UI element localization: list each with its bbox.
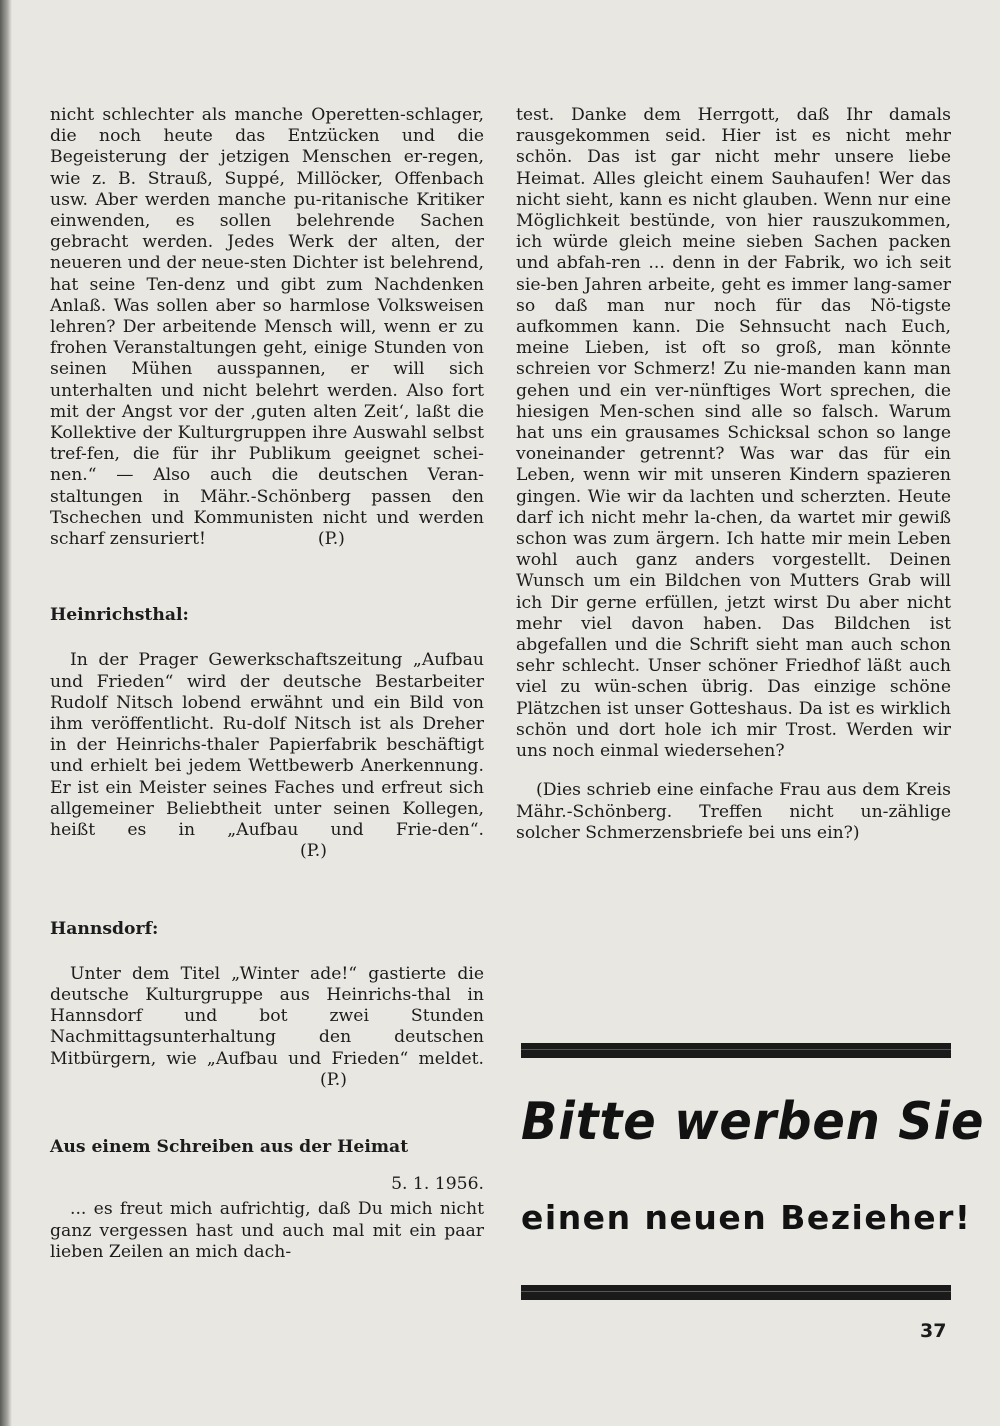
section-heading-letter: Aus einem Schreiben aus der Heimat xyxy=(50,1136,409,1157)
paragraph-text: Unter dem Titel „Winter ade!“ gastierte die deutsche Kulturgruppe aus Heinrichs-thal in Hannsdorf und bot zwei Stunden Nachmittagsunterhaltung den deutschen Mitbürgern, wie „Aufbau und Frieden“ meldet. xyxy=(50,963,484,1069)
left-column xyxy=(50,105,484,1263)
editorial-note: (Dies schrieb eine einfache Frau aus dem Kreis Mähr.-Schönberg. Treffen nicht un-zählige solcher Schmerzensbriefe bei uns ein?) xyxy=(516,780,951,843)
ad-rule-top xyxy=(521,1043,951,1058)
ad-subline: einen neuen Bezieher! xyxy=(521,1198,972,1237)
letter-date: 5. 1. 1956. xyxy=(391,1174,484,1195)
ad-slogan: Bitte werben Sie xyxy=(521,1092,985,1152)
right-column xyxy=(516,105,951,844)
paragraph-text: In der Prager Gewerkschaftszeitung „Aufbau und Frieden“ wird der deutsche Bestarbeiter Rudolf Nitsch lobend erwähnt und ein Bild von ihm veröffentlicht. Ru-dolf Nitsch ist als Dreher in der Heinrichs-thaler Papierfabrik beschäftigt und erhielt bei jedem Wettbewerb Anerkennung. Er ist ein Meister seines Faches und erfreut sich allgemeiner Beliebtheit unter seinen Kollegen, heißt es in „Aufbau und Frie-den“. xyxy=(50,650,484,841)
letter-paragraph-start: ... es freut mich aufrichtig, daß Du mich nicht ganz vergessen hast und auch mal mit ein paar lieben Zeilen an mich dach- xyxy=(50,1199,484,1262)
article-paragraph-heinrichsthal xyxy=(50,650,484,862)
author-initial: (P.) xyxy=(317,529,345,550)
author-initial: (P.) xyxy=(320,1069,347,1090)
section-heading-heinrichsthal: Heinrichsthal: xyxy=(50,605,189,626)
letter-paragraph-continued: test. Danke dem Herrgott, daß Ihr damals rausgekommen seid. Hier ist es nicht mehr schön. Das ist gar nicht mehr unsere liebe Heimat. Alles gleicht einem Sauhaufen! Wer das nicht sieht, kann es nicht glauben. Wenn nur eine Möglichkeit bestünde, von hier rauszukommen, ich würde gleich meine sieben Sachen packen und abfah-ren ... denn in der Fabrik, wo ich seit sie-ben Jahren arbeite, geht es immer lang-samer so daß man nur noch für das Nö-tigste aufkommen kann. Die Sehnsucht nach Euch, meine Lieben, ist oft so groß, man könnte schreien vor Schmerz! Zu nie-manden kann man gehen und ein ver-nünftiges Wort sprechen, die hiesigen Men-schen sind alle so falsch. Warum hat uns ein grausames Schicksal schon so lange voneinander getrennt? Was war das für ein Leben, wenn wir mit unseren Kindern spazieren gingen. Wie wir da lachten und scherzten. Heute darf ich nicht mehr la-chen, da wartet mir gewiß schon was zum ärgern. Ich hatte mir mein Leben wohl auch ganz anders vorgestellt. Deinen Wunsch um ein Bildchen von Mutters Grab will ich Dir gerne erfüllen, jetzt wirst Du aber nicht mehr viel davon haben. Das Bildchen ist abgefallen und die Schrift sieht man auch schon sehr schlecht. Unser schöner Friedhof läßt auch viel zu wün-schen übrig. Das einzige schöne Plätzchen ist unser Gotteshaus. Da ist es wirklich schön und dort hole ich mir Trost. Werden wir uns noch einmal wiedersehen? xyxy=(516,105,951,762)
page-number: 37 xyxy=(920,1320,947,1342)
book-binding-edge xyxy=(0,0,12,1426)
ad-rule-bottom xyxy=(521,1285,951,1300)
paragraph-text: nicht schlechter als manche Operetten-schlager, die noch heute das Entzücken und die Begeisterung der jetzigen Menschen er-regen, wie z. B. Strauß, Suppé, Millöcker, Offenbach usw. Aber werden manche pu-ritanische Kritiker einwenden, es sollen belehrende Sachen gebracht werden. Jedes Werk der alten, der neueren und der neue-sten Dichter ist belehrend, hat seine Ten-denz und gibt zum Nachdenken Anlaß. Was sollen aber so harmlose Volksweisen lehren? Der arbeitende Mensch will, wenn er zu frohen Veranstaltungen geht, einige Stunden von seinen Mühen ausspannen, er will sich unterhalten und nicht belehrt werden. Also fort mit der Angst vor der ‚guten alten Zeit‘, laßt die Kollektive der Kulturgruppen ihre Auswahl selbst tref-fen, die für ihr Publikum geeignet schei-nen.“ — Also auch die deutschen Veran-staltungen in Mähr.-Schönberg passen den Tschechen und Kommunisten nicht und werden scharf zensuriert! xyxy=(50,105,484,550)
author-initial: (P.) xyxy=(300,841,327,862)
section-heading-hannsdorf: Hannsdorf: xyxy=(50,918,159,939)
article-paragraph-hannsdorf xyxy=(50,964,484,1091)
article-paragraph-operetten xyxy=(50,105,484,550)
